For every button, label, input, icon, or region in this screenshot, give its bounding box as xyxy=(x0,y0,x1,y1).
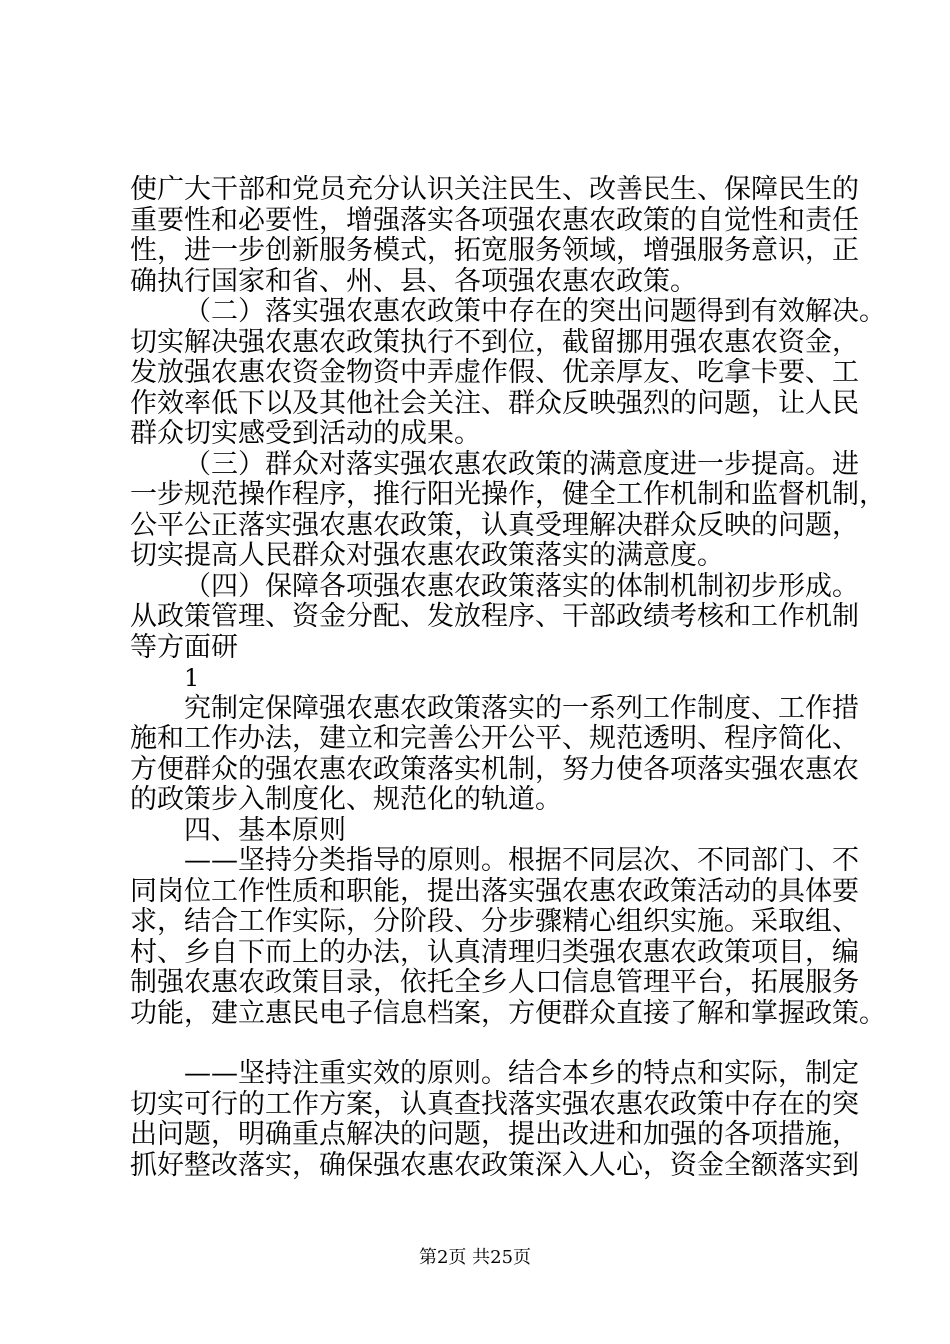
text-line: 出问题，明确重点解决的问题，提出改进和加强的各项措施， xyxy=(130,1119,859,1150)
page-count-label: 第2页 共25页 xyxy=(418,1247,532,1268)
text-line: 切实解决强农惠农政策执行不到位，截留挪用强农惠农资金， xyxy=(130,326,859,358)
text-line: 性，进一步创新服务模式，拓宽服务领域，增强服务意识，正 xyxy=(130,235,859,266)
text-line: 确执行国家和省、州、县、各项强农惠农政策。 xyxy=(130,265,697,297)
text-line: 使广大干部和党员充分认识关注民生、改善民生、保障民生的 xyxy=(130,174,859,205)
text-line: 制强农惠农政策目录，依托全乡人口信息管理平台，拓展服务 xyxy=(130,967,859,998)
section-heading: 四、基本原则 xyxy=(184,814,346,846)
text-line: 一步规范操作程序，推行阳光操作，健全工作机制和监督机制， xyxy=(130,479,886,510)
text-line: （四）保障各项强农惠农政策落实的体制机制初步形成。 xyxy=(184,570,859,602)
text-line: 村、乡自下而上的办法，认真清理归类强农惠农政策项目，编 xyxy=(130,936,859,968)
text-line: 功能，建立惠民电子信息档案，方便群众直接了解和掌握政策。 xyxy=(130,997,886,1029)
text-line: 发放强农惠农资金物资中弄虚作假、优亲厚友、吃拿卡要、工 xyxy=(130,357,859,388)
text-line: （三）群众对落实强农惠农政策的满意度进一步提高。进 xyxy=(184,448,859,480)
text-line: 方便群众的强农惠农政策落实机制，努力使各项落实强农惠农 xyxy=(130,753,859,785)
text-line: 重要性和必要性，增强落实各项强农惠农政策的自觉性和责任 xyxy=(130,204,859,236)
text-line: 究制定保障强农惠农政策落实的一系列工作制度、工作措 xyxy=(184,692,859,724)
text-line: 求，结合工作实际，分阶段、分步骤精心组织实施。采取组、 xyxy=(130,906,859,937)
text-line: 从政策管理、资金分配、发放程序、干部政绩考核和工作机制 xyxy=(130,601,859,632)
text-line: 抓好整改落实，确保强农惠农政策深入人心，资金全额落实到 xyxy=(130,1149,859,1181)
text-line: 等方面研 xyxy=(130,631,238,663)
text-line: 切实提高人民群众对强农惠农政策落实的满意度。 xyxy=(130,540,724,571)
text-line: ——坚持分类指导的原则。根据不同层次、不同部门、不 xyxy=(184,845,859,876)
text-line: 的政策步入制度化、规范化的轨道。 xyxy=(130,784,562,815)
page-footer xyxy=(0,1243,950,1269)
text-line: 公平公正落实强农惠农政策，认真受理解决群众反映的问题， xyxy=(130,509,859,541)
text-line: 切实可行的工作方案，认真查找落实强农惠农政策中存在的突 xyxy=(130,1088,859,1120)
text-line: 同岗位工作性质和职能，提出落实强农惠农政策活动的具体要 xyxy=(130,875,859,907)
document-body xyxy=(130,174,886,1181)
text-line: 群众切实感受到活动的成果。 xyxy=(130,418,481,449)
paragraph-gap xyxy=(130,1029,830,1059)
text-line: （二）落实强农惠农政策中存在的突出问题得到有效解决。 xyxy=(184,296,886,327)
text-line: 作效率低下以及其他社会关注、群众反映强烈的问题，让人民 xyxy=(130,387,859,419)
text-line: ——坚持注重实效的原则。结合本乡的特点和实际，制定 xyxy=(184,1058,859,1089)
inline-page-number: 1 xyxy=(184,664,200,692)
text-line: 施和工作办法，建立和完善公开公平、规范透明、程序简化、 xyxy=(130,723,859,754)
